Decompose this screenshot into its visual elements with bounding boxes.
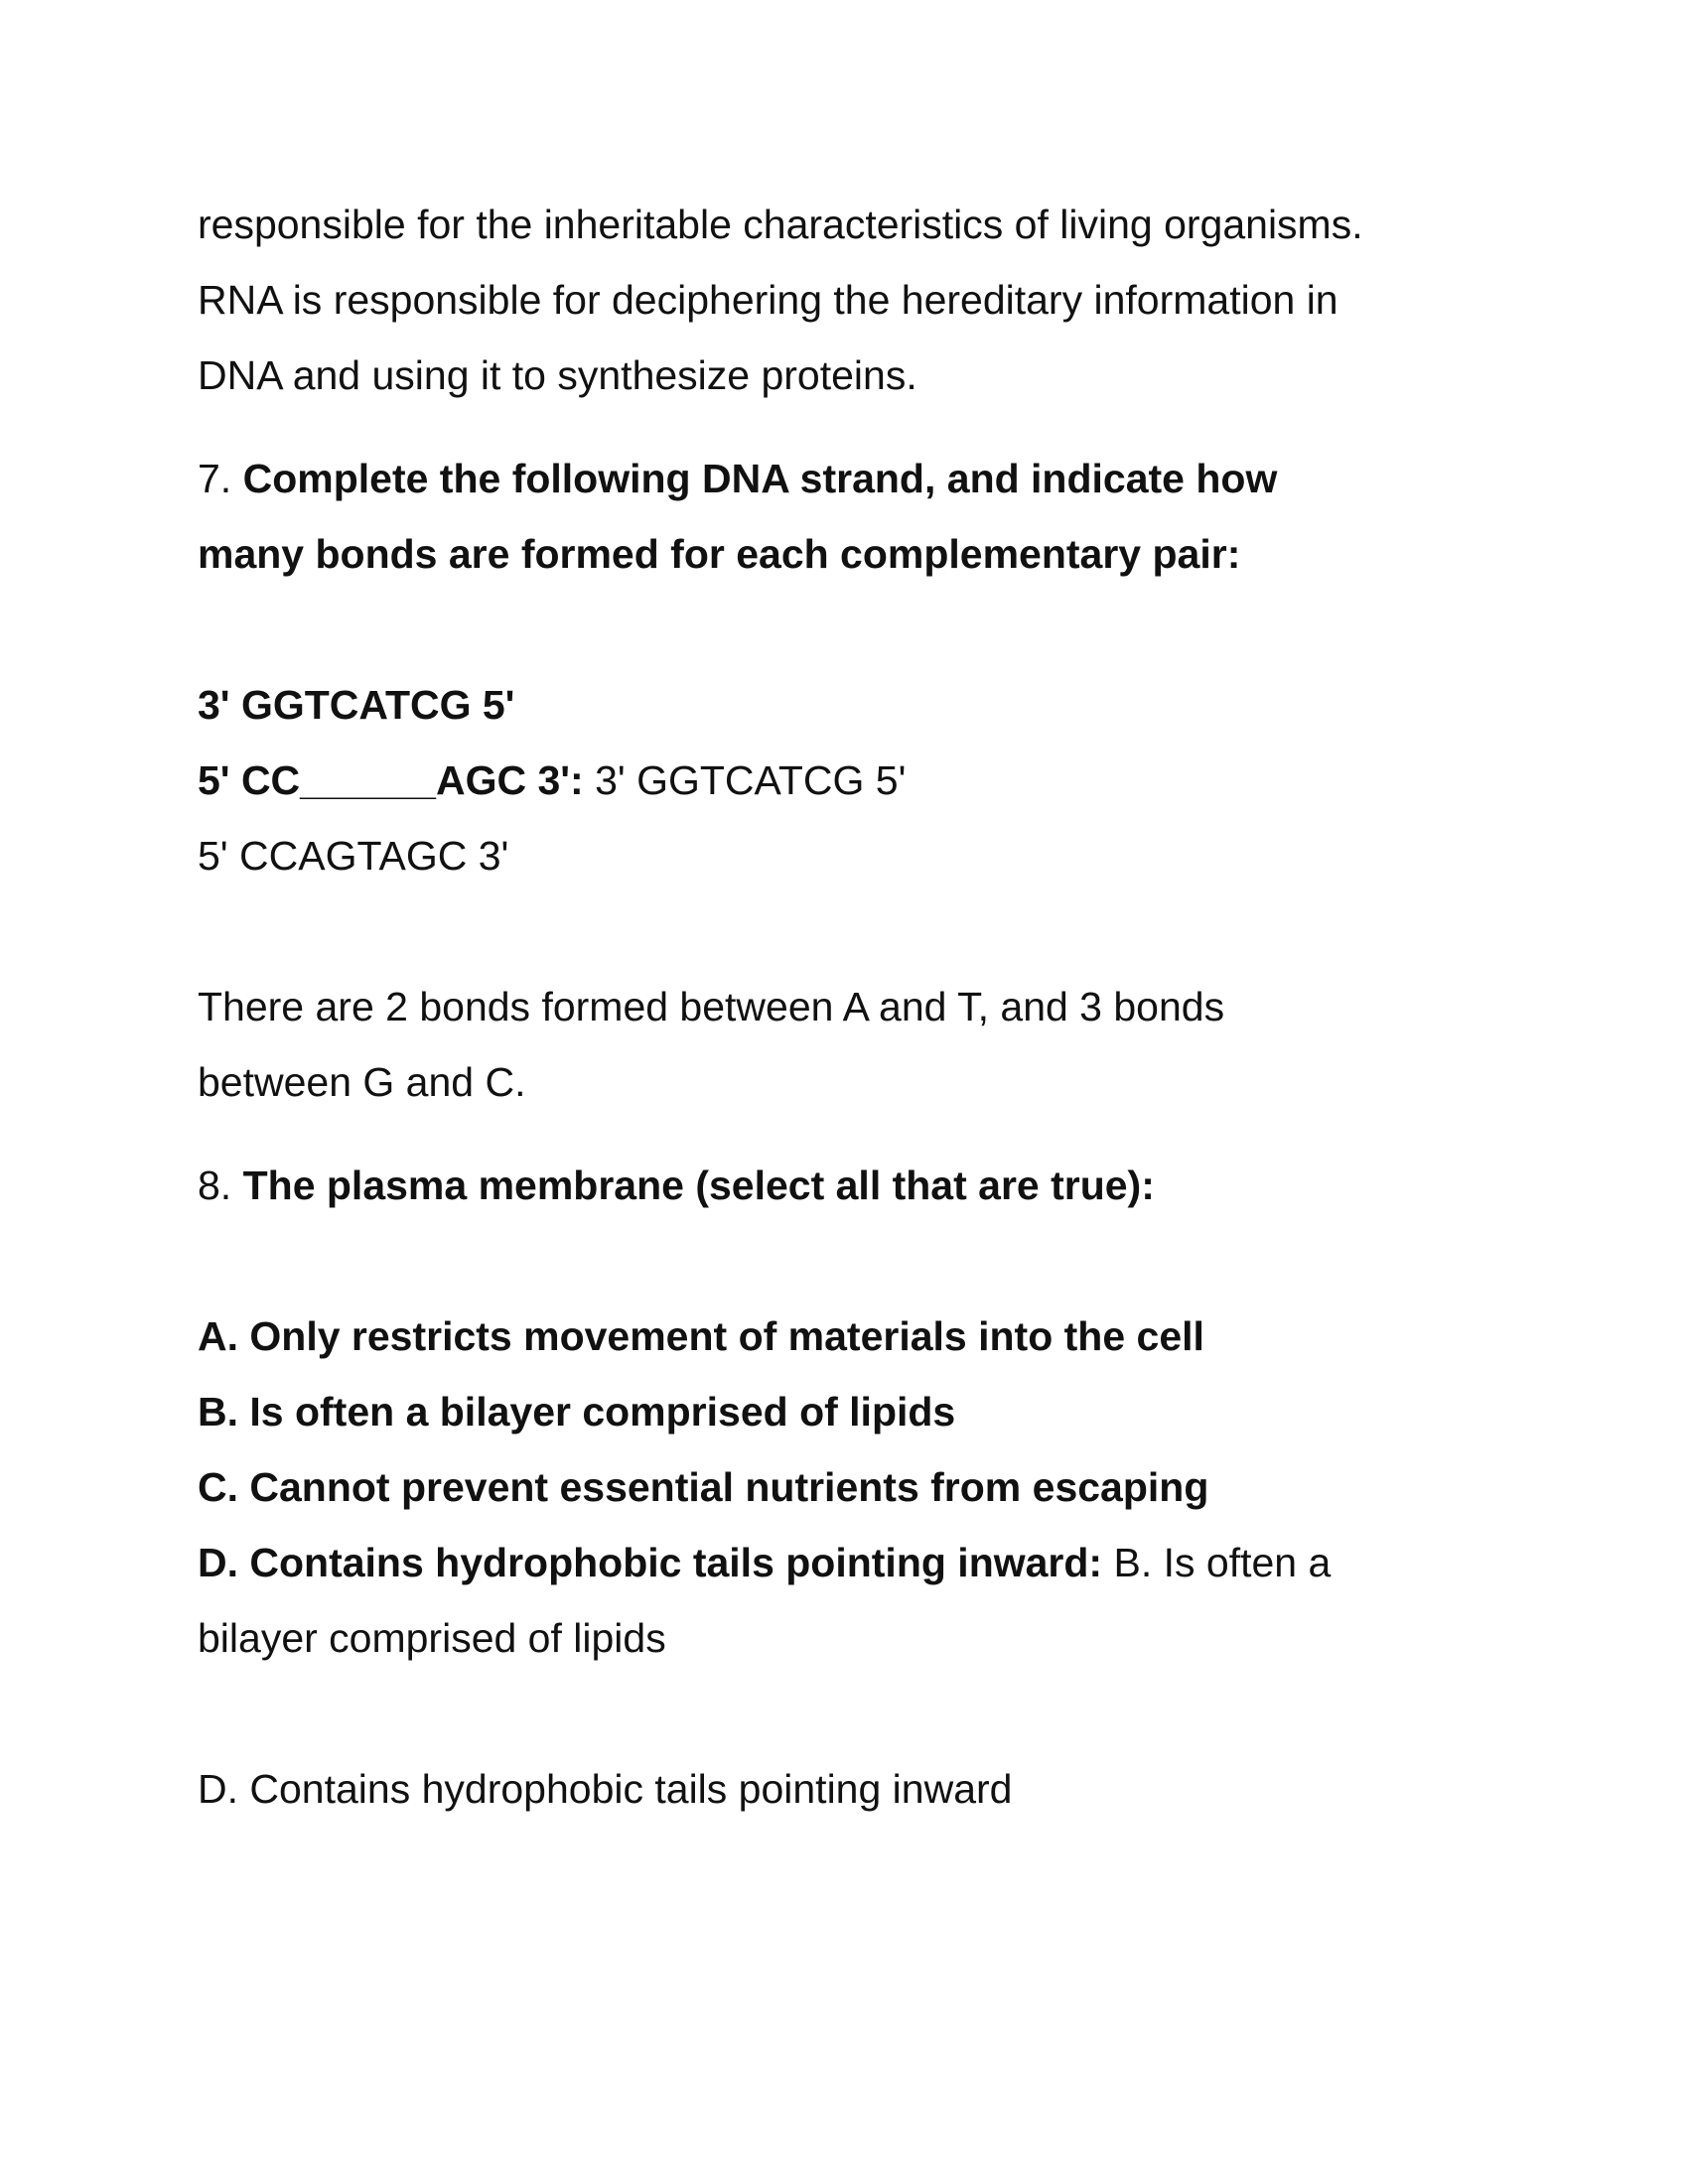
q8-prompt: The plasma membrane (select all that are true): bbox=[242, 1162, 1155, 1208]
q7-answer-line: 5' CCAGTAGC 3' bbox=[198, 833, 509, 879]
q7-number: 7. bbox=[198, 456, 232, 501]
q8-answer-second: D. Contains hydrophobic tails pointing inward bbox=[198, 1766, 1013, 1812]
q7-prompt-text-1: Complete the following DNA strand, and indicate how bbox=[242, 456, 1278, 501]
q8-option-a: A. Only restricts movement of materials into the cell bbox=[198, 1313, 1204, 1359]
q8-option-d-line bbox=[198, 1525, 1508, 1600]
q7-strand-bottom: 5' CC______AGC 3': bbox=[198, 757, 584, 803]
q7-prompt-line-1 bbox=[198, 441, 1508, 516]
document-page bbox=[198, 187, 1508, 1827]
intro-line-3: DNA and using it to synthesize proteins. bbox=[198, 352, 917, 398]
q7-strand-bottom-line bbox=[198, 743, 1508, 818]
intro-line-2: RNA is responsible for deciphering the hereditary information in bbox=[198, 277, 1338, 323]
q8-prompt-line bbox=[198, 1148, 1508, 1223]
q8-number: 8. bbox=[198, 1162, 232, 1208]
q7-answer-inline: 3' GGTCATCG 5' bbox=[583, 757, 907, 803]
q8-option-d: D. Contains hydrophobic tails pointing inward: bbox=[198, 1540, 1103, 1585]
q8-answer-inline: B. Is often a bbox=[1102, 1540, 1332, 1585]
q7-prompt-line-2: many bonds are formed for each complementary pair: bbox=[198, 531, 1241, 577]
q8-option-c: C. Cannot prevent essential nutrients from escaping bbox=[198, 1464, 1209, 1510]
q7-strand-top: 3' GGTCATCG 5' bbox=[198, 682, 515, 728]
q8-option-b: B. Is often a bilayer comprised of lipids bbox=[198, 1389, 956, 1434]
q7-explanation-line-1: There are 2 bonds formed between A and T, and 3 bonds bbox=[198, 984, 1225, 1029]
q7-explanation-line-2: between G and C. bbox=[198, 1059, 526, 1105]
intro-line-1: responsible for the inheritable characteristics of living organisms. bbox=[198, 202, 1363, 247]
q8-answer-line: bilayer comprised of lipids bbox=[198, 1615, 666, 1661]
